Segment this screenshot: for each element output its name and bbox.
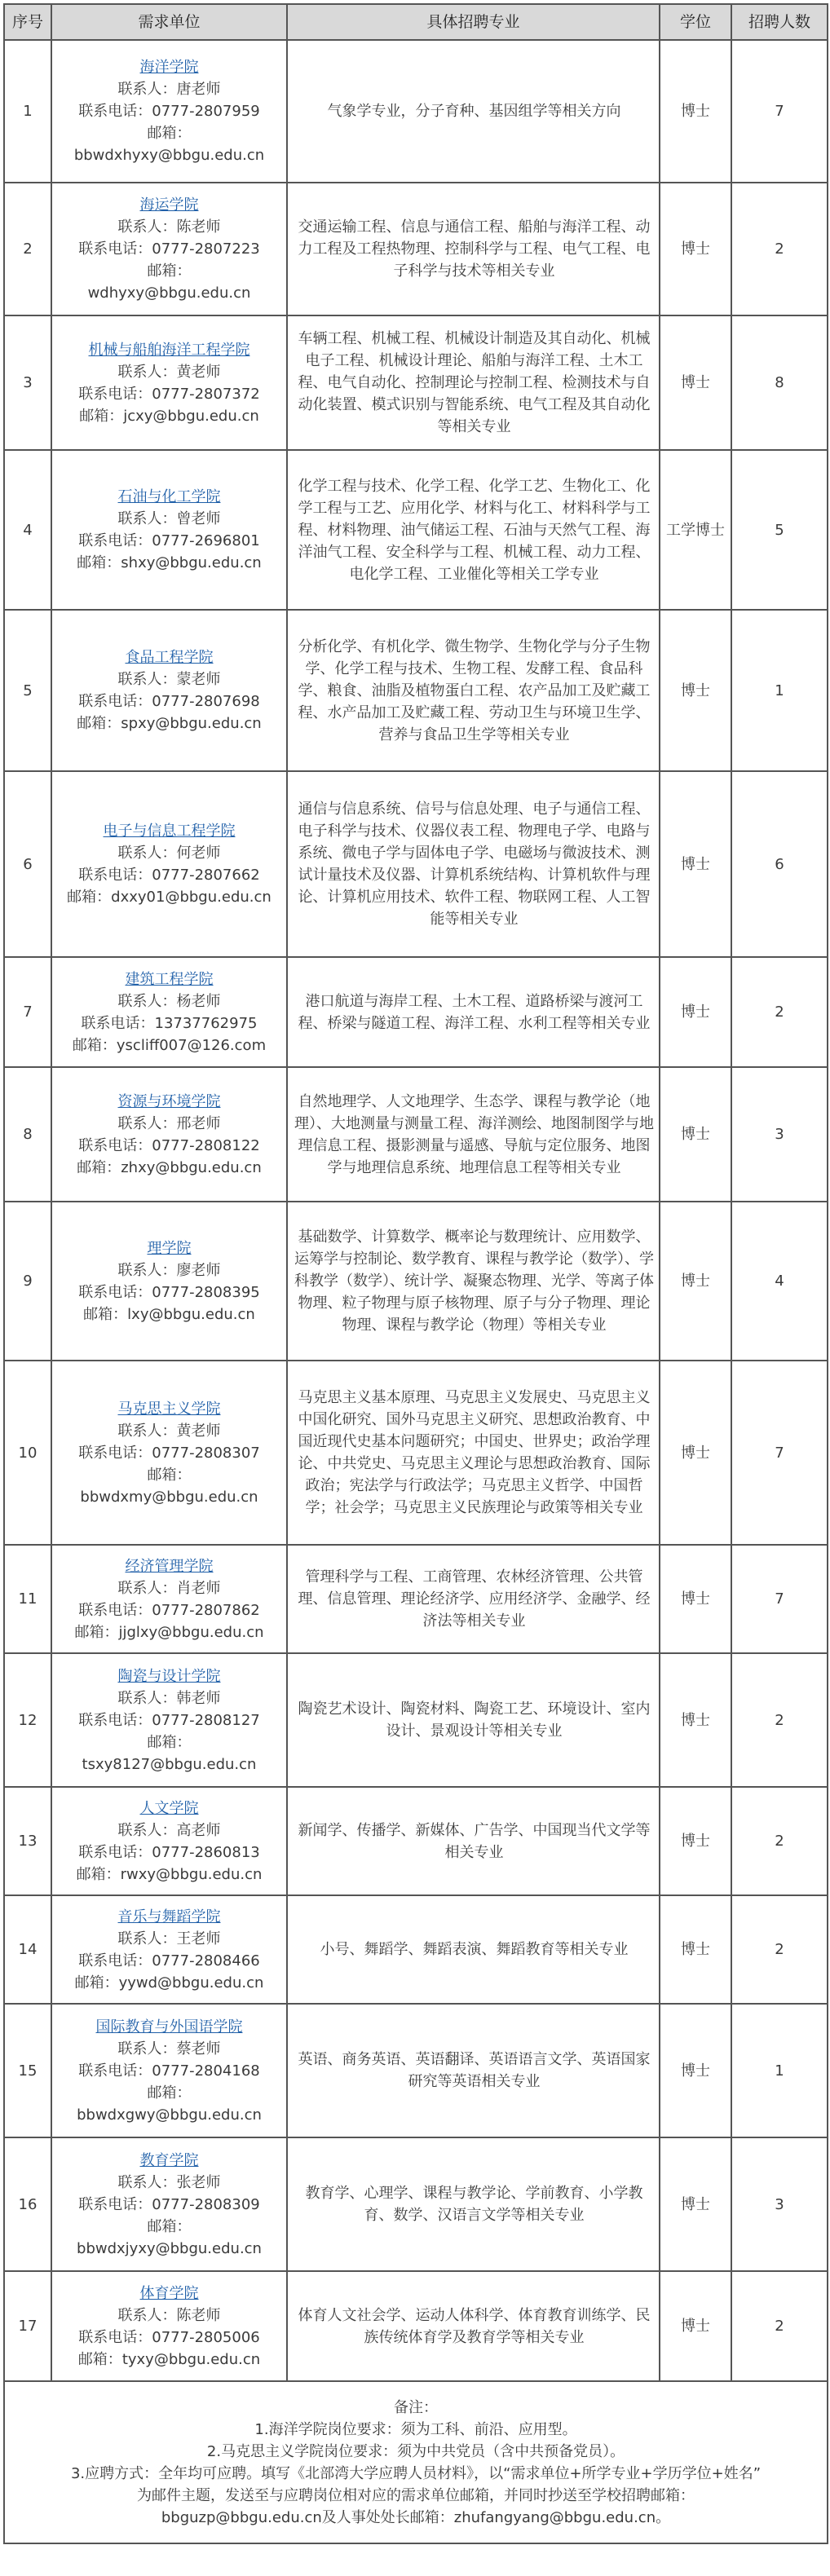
contact-label: 联系人： xyxy=(117,81,177,98)
email-line xyxy=(54,1157,285,1179)
phone-line xyxy=(54,1442,285,1464)
contact-label: 联系人： xyxy=(117,671,177,688)
phone-label: 联系电话： xyxy=(81,1014,155,1032)
contact-line xyxy=(54,2038,285,2060)
major-text: 基础数学、计算数学、概率论与数理统计、应用数学、运筹学与控制论、数学教育、课程与教学论（数学）、学科教学（数学）、统计学、凝聚态物理、光学、等离子体物理、粒子物理与原子核物理、原子与分子物理、理论物理、课程与教学论（物理）等相关专业 xyxy=(294,1228,654,1334)
count-cell: 3 xyxy=(731,2137,828,2271)
dept-name-link[interactable]: 资源与环境学院 xyxy=(117,1092,221,1110)
major-cell xyxy=(287,1653,660,1787)
contact-line xyxy=(54,1928,285,1950)
email-line xyxy=(54,712,285,734)
major-text: 通信与信息系统、信号与信息处理、电子与通信工程、电子科学与技术、仪器仪表工程、物理电子学、电路与系统、微电子学与固体电子学、电磁场与微波技术、测试计量技术及仪器、计算机系统结构、计算机软件与理论、计算机应用技术、软件工程、物联网工程、人工智能等相关专业 xyxy=(298,801,651,928)
contact-line xyxy=(54,1113,285,1135)
email-label: 邮箱： xyxy=(147,2084,192,2102)
table-row xyxy=(4,610,828,771)
count-cell: 2 xyxy=(731,183,828,315)
count-cell: 2 xyxy=(731,1653,828,1787)
major-text: 自然地理学、人文地理学、生态学、课程与教学论（地理）、大地测量与测量工程、海洋测绘、地图制图学与地理信息工程、摄影测量与遥感、导航与定位服务、地图学与地理信息系统、地理信息工程等相关专业 xyxy=(294,1092,654,1176)
table-row xyxy=(4,1202,828,1361)
degree-cell: 博士 xyxy=(660,1067,731,1202)
degree-cell: 博士 xyxy=(660,1202,731,1361)
dept-name-link[interactable]: 陶瓷与设计学院 xyxy=(117,1667,221,1685)
major-text: 小号、舞蹈学、舞蹈表演、舞蹈教育等相关专业 xyxy=(320,1941,629,1958)
dept-name-link[interactable]: 机械与船舶海洋工程学院 xyxy=(88,341,250,359)
major-text: 化学工程与技术、化学工程、化学工艺、生物化工、化学工程与工艺、应用化学、材料与化工、材料科学与工程、材料物理、油气储运工程、石油与天然气工程、海洋油气工程、安全科学与工程、机械工程、动力工程、电化学工程、工业催化等相关工学专业 xyxy=(298,477,651,583)
email-label: 邮箱： xyxy=(147,1733,192,1751)
phone-line xyxy=(54,2327,285,2349)
phone-line xyxy=(54,2060,285,2082)
row-number-cell: 17 xyxy=(4,2271,51,2381)
dept-name-link[interactable]: 音乐与舞蹈学院 xyxy=(117,1908,221,1925)
email-line xyxy=(54,886,285,908)
phone-line xyxy=(54,530,285,552)
major-cell xyxy=(287,2004,660,2137)
dept-name-link[interactable]: 国际教育与外国语学院 xyxy=(95,2018,243,2036)
phone-value: 0777-2804168 xyxy=(152,2062,260,2080)
major-cell xyxy=(287,957,660,1067)
phone-value: 0777-2807959 xyxy=(152,103,260,120)
contact-name: 黄老师 xyxy=(176,363,221,381)
phone-label: 联系电话： xyxy=(78,1283,152,1301)
phone-label: 联系电话： xyxy=(78,2062,152,2080)
table-row xyxy=(4,1653,828,1787)
count-cell: 2 xyxy=(731,957,828,1067)
major-text: 气象学专业，分子育种、基因组学等相关方向 xyxy=(327,103,621,120)
contact-label: 联系人： xyxy=(117,1821,177,1839)
count-cell: 3 xyxy=(731,1067,828,1202)
major-cell xyxy=(287,183,660,315)
contact-label: 联系人： xyxy=(117,363,177,381)
phone-value: 0777-2808127 xyxy=(152,1711,260,1729)
email-label: 邮箱： xyxy=(72,1036,117,1054)
phone-label: 联系电话： xyxy=(78,1952,152,1969)
table-row xyxy=(4,1361,828,1545)
contact-line xyxy=(54,2305,285,2327)
contact-name: 张老师 xyxy=(176,2173,221,2191)
phone-line xyxy=(54,864,285,886)
degree-cell: 博士 xyxy=(660,1895,731,2004)
note-line-5: bbguzp@bbgu.edu.cn及人事处处长邮箱：zhufangyang@bbgu.edu.cn。 xyxy=(161,2508,671,2526)
email-label: 邮箱： xyxy=(77,2350,122,2368)
phone-label: 联系电话： xyxy=(78,385,152,403)
contact-label: 联系人： xyxy=(117,845,177,862)
row-number-cell: 14 xyxy=(4,1895,51,2004)
dept-cell xyxy=(51,1545,287,1653)
email-label: 邮箱： xyxy=(147,2217,192,2235)
phone-label: 联系电话： xyxy=(78,240,152,258)
row-number-cell: 4 xyxy=(4,450,51,610)
major-cell xyxy=(287,2271,660,2381)
phone-line xyxy=(54,238,285,260)
dept-name-link[interactable]: 食品工程学院 xyxy=(125,649,214,666)
email-value: wdhyxy@bbgu.edu.cn xyxy=(87,285,251,302)
row-number-cell: 11 xyxy=(4,1545,51,1653)
row-number-cell: 5 xyxy=(4,610,51,771)
dept-name-link[interactable]: 建筑工程学院 xyxy=(125,970,214,988)
dept-name-link[interactable]: 人文学院 xyxy=(139,1799,199,1817)
contact-label: 联系人： xyxy=(117,1930,177,1947)
contact-label: 联系人： xyxy=(117,992,177,1010)
degree-cell: 博士 xyxy=(660,183,731,315)
row-number-cell: 13 xyxy=(4,1787,51,1895)
phone-line xyxy=(54,1842,285,1864)
row-number-cell: 16 xyxy=(4,2137,51,2271)
count-cell: 1 xyxy=(731,2004,828,2137)
phone-value: 13737762975 xyxy=(154,1014,258,1032)
contact-label: 联系人： xyxy=(117,1579,177,1597)
phone-value: 0777-2808309 xyxy=(152,2195,260,2213)
major-cell xyxy=(287,771,660,957)
phone-label: 联系电话： xyxy=(78,1711,152,1729)
notes-title: 备注： xyxy=(394,2398,438,2416)
contact-name: 蒙老师 xyxy=(176,671,221,688)
row-number-cell: 15 xyxy=(4,2004,51,2137)
degree-cell: 博士 xyxy=(660,315,731,450)
phone-value: 0777-2807698 xyxy=(152,693,260,710)
phone-value: 0777-2808466 xyxy=(152,1952,260,1969)
contact-line xyxy=(54,1420,285,1442)
contact-label: 联系人： xyxy=(117,510,177,527)
contact-name: 陈老师 xyxy=(176,2306,221,2324)
contact-label: 联系人： xyxy=(117,1261,177,1279)
phone-line xyxy=(54,383,285,405)
major-text: 马克思主义基本原理、马克思主义发展史、马克思主义中国化研究、国外马克思主义研究、思想政治教育、中国近现代史基本问题研究；中国史、世界史；政治学理论、中共党史、马克思主义理论与思想政治教育、国际政治；宪法学与行政法学；马克思主义哲学、中国哲学；社会学；马克思主义民族理论与政策等相关专业 xyxy=(298,1389,651,1516)
table-row xyxy=(4,40,828,183)
degree-cell: 博士 xyxy=(660,957,731,1067)
phone-value: 0777-2807862 xyxy=(152,1601,260,1619)
count-cell: 8 xyxy=(731,315,828,450)
email-label: 邮箱： xyxy=(147,1466,192,1484)
dept-name-link[interactable]: 马克思主义学院 xyxy=(117,1400,221,1418)
phone-line xyxy=(54,100,285,122)
row-number-cell: 7 xyxy=(4,957,51,1067)
degree-cell: 博士 xyxy=(660,771,731,957)
contact-line xyxy=(54,78,285,100)
table-row xyxy=(4,2004,828,2137)
dept-name-link[interactable]: 海洋学院 xyxy=(139,59,199,76)
email-line xyxy=(54,1972,285,1994)
major-text: 陶瓷艺术设计、陶瓷材料、陶瓷工艺、环境设计、室内设计、景观设计等相关专业 xyxy=(298,1700,651,1740)
email-value: bbwdxhyxy@bbgu.edu.cn xyxy=(73,147,265,164)
contact-name: 王老师 xyxy=(176,1930,221,1947)
table-row xyxy=(4,1067,828,1202)
notes-row xyxy=(4,2381,828,2543)
phone-line xyxy=(54,1709,285,1731)
header-count: 招聘人数 xyxy=(731,4,828,40)
header-major: 具体招聘专业 xyxy=(287,4,660,40)
contact-label: 联系人： xyxy=(117,218,177,236)
contact-line xyxy=(54,1820,285,1842)
contact-name: 邢老师 xyxy=(176,1114,221,1132)
contact-name: 蔡老师 xyxy=(176,2040,221,2058)
dept-cell xyxy=(51,1787,287,1895)
email-label: 邮箱： xyxy=(79,407,124,425)
phone-line xyxy=(54,1599,285,1621)
degree-cell: 博士 xyxy=(660,2004,731,2137)
major-text: 教育学、心理学、课程与教学论、学前教育、小学教育、数学、汉语言文学等相关专业 xyxy=(305,2185,643,2224)
email-label: 邮箱： xyxy=(76,1865,121,1883)
contact-line xyxy=(54,990,285,1012)
email-label: 邮箱： xyxy=(147,125,192,142)
email-label: 邮箱： xyxy=(74,1974,119,1992)
note-line-3: 3.应聘方式：全年均可应聘。填写《北部湾大学应聘人员材料》，以“需求单位+所学专业+学历学位+姓名” xyxy=(70,2464,762,2482)
contact-name: 廖老师 xyxy=(176,1261,221,1279)
phone-label: 联系电话： xyxy=(78,2328,152,2346)
dept-cell xyxy=(51,1361,287,1545)
recruitment-table xyxy=(3,3,828,2544)
row-number-cell: 9 xyxy=(4,1202,51,1361)
dept-name-link[interactable]: 教育学院 xyxy=(139,2151,199,2169)
note-line-2: 2.马克思主义学院岗位要求：须为中共党员（含中共预备党员）。 xyxy=(206,2442,625,2460)
phone-label: 联系电话： xyxy=(78,1136,152,1154)
dept-cell xyxy=(51,1067,287,1202)
table-row xyxy=(4,315,828,450)
email-line xyxy=(54,2349,285,2371)
phone-value: 0777-2696801 xyxy=(152,532,260,549)
major-text: 分析化学、有机化学、微生物学、生物化学与分子生物学、化学工程与技术、生物工程、发酵工程、食品科学、粮食、油脂及植物蛋白工程、农产品加工及贮藏工程、水产品加工及贮藏工程、劳动卫生与环境卫生学、营养与食品卫生学等相关专业 xyxy=(298,637,651,743)
count-cell: 6 xyxy=(731,771,828,957)
table-row xyxy=(4,1545,828,1653)
contact-label: 联系人： xyxy=(117,1114,177,1132)
contact-line xyxy=(54,842,285,864)
dept-cell xyxy=(51,1653,287,1787)
dept-name-link[interactable]: 体育学院 xyxy=(139,2284,199,2302)
contact-line xyxy=(54,1687,285,1709)
dept-cell xyxy=(51,2137,287,2271)
phone-label: 联系电话： xyxy=(78,2195,152,2213)
dept-name-link[interactable]: 电子与信息工程学院 xyxy=(103,823,236,840)
dept-cell xyxy=(51,183,287,315)
email-line xyxy=(54,1864,285,1886)
phone-value: 0777-2805006 xyxy=(152,2328,260,2346)
major-cell xyxy=(287,40,660,183)
contact-line xyxy=(54,668,285,690)
phone-label: 联系电话： xyxy=(78,693,152,710)
email-label: 邮箱： xyxy=(77,554,121,571)
email-value: dxxy01@bbgu.edu.cn xyxy=(111,889,272,906)
major-text: 交通运输工程、信息与通信工程、船舶与海洋工程、动力工程及工程热物理、控制科学与工程、电气工程、电子科学与技术等相关专业 xyxy=(298,218,651,280)
email-line xyxy=(54,1621,285,1643)
dept-name-link[interactable]: 石油与化工学院 xyxy=(117,488,221,505)
major-text: 新闻学、传播学、新媒体、广告学、中国现当代文学等相关专业 xyxy=(298,1821,651,1861)
count-cell: 2 xyxy=(731,1787,828,1895)
major-text: 英语、商务英语、英语翻译、英语语言文学、英语国家研究等英语相关专业 xyxy=(298,2051,651,2090)
phone-value: 0777-2808307 xyxy=(152,1444,260,1462)
email-value: shxy@bbgu.edu.cn xyxy=(121,554,262,571)
major-text: 管理科学与工程、工商管理、农林经济管理、公共管理、信息管理、理论经济学、应用经济学、金融学、经济法等相关专业 xyxy=(298,1568,651,1630)
row-number-cell: 1 xyxy=(4,40,51,183)
major-cell xyxy=(287,450,660,610)
major-text: 车辆工程、机械工程、机械设计制造及其自动化、机械电子工程、机械设计理论、船舶与海洋工程、土木工程、电气自动化、控制理论与控制工程、检测技术与自动化装置、模式识别与智能系统、电气工程及其自动化等相关专业 xyxy=(298,330,651,435)
dept-cell xyxy=(51,771,287,957)
email-value: jcxy@bbgu.edu.cn xyxy=(123,407,259,425)
degree-cell: 博士 xyxy=(660,1787,731,1895)
email-label: 邮箱： xyxy=(77,1158,121,1176)
major-cell xyxy=(287,1067,660,1202)
contact-line xyxy=(54,361,285,383)
header-dept: 需求单位 xyxy=(51,4,287,40)
dept-cell xyxy=(51,1895,287,2004)
contact-name: 韩老师 xyxy=(176,1689,221,1707)
header-no: 序号 xyxy=(4,4,51,40)
count-cell: 7 xyxy=(731,1361,828,1545)
row-number-cell: 10 xyxy=(4,1361,51,1545)
contact-name: 杨老师 xyxy=(176,992,221,1010)
phone-line xyxy=(54,1135,285,1157)
contact-label: 联系人： xyxy=(117,1422,177,1440)
dept-name-link[interactable]: 理学院 xyxy=(147,1239,192,1257)
dept-cell xyxy=(51,2004,287,2137)
table-row xyxy=(4,2137,828,2271)
contact-line xyxy=(54,1259,285,1281)
phone-value: 0777-2808122 xyxy=(152,1136,260,1154)
table-row xyxy=(4,1787,828,1895)
contact-name: 唐老师 xyxy=(176,81,221,98)
degree-cell: 博士 xyxy=(660,2271,731,2381)
contact-line xyxy=(54,1577,285,1599)
email-value: yscliff007@126.com xyxy=(116,1036,267,1054)
degree-cell: 博士 xyxy=(660,1653,731,1787)
phone-label: 联系电话： xyxy=(78,532,152,549)
count-cell: 2 xyxy=(731,1895,828,2004)
contact-name: 曾老师 xyxy=(176,510,221,527)
phone-line xyxy=(54,1281,285,1303)
contact-name: 陈老师 xyxy=(176,218,221,236)
count-cell: 1 xyxy=(731,610,828,771)
count-cell: 7 xyxy=(731,1545,828,1653)
phone-value: 0777-2860813 xyxy=(152,1843,260,1861)
dept-cell xyxy=(51,1202,287,1361)
email-value: spxy@bbgu.edu.cn xyxy=(121,715,262,732)
phone-label: 联系电话： xyxy=(78,1444,152,1462)
count-cell: 4 xyxy=(731,1202,828,1361)
dept-cell xyxy=(51,450,287,610)
major-cell xyxy=(287,1202,660,1361)
contact-line xyxy=(54,216,285,238)
email-value: bbwdxmy@bbgu.edu.cn xyxy=(80,1488,258,1506)
row-number-cell: 8 xyxy=(4,1067,51,1202)
row-number-cell: 2 xyxy=(4,183,51,315)
phone-label: 联系电话： xyxy=(78,1601,152,1619)
phone-label: 联系电话： xyxy=(78,867,152,884)
row-number-cell: 6 xyxy=(4,771,51,957)
count-cell: 5 xyxy=(731,450,828,610)
degree-cell: 博士 xyxy=(660,610,731,771)
phone-line xyxy=(54,1950,285,1972)
table-row xyxy=(4,2271,828,2381)
email-line xyxy=(54,1034,285,1056)
contact-line xyxy=(54,2172,285,2194)
email-value: tsxy8127@bbgu.edu.cn xyxy=(82,1755,257,1773)
degree-cell: 博士 xyxy=(660,40,731,183)
email-label: 邮箱： xyxy=(147,262,192,280)
contact-name: 肖老师 xyxy=(176,1579,221,1597)
row-number-cell: 12 xyxy=(4,1653,51,1787)
dept-cell xyxy=(51,2271,287,2381)
major-cell xyxy=(287,610,660,771)
email-value: bbwdxgwy@bbgu.edu.cn xyxy=(77,2106,262,2124)
email-value: bbwdxjyxy@bbgu.edu.cn xyxy=(77,2239,262,2257)
major-text: 港口航道与海岸工程、土木工程、道路桥梁与渡河工程、桥梁与隧道工程、海洋工程、水利工程等相关专业 xyxy=(298,992,651,1032)
phone-line xyxy=(54,2194,285,2216)
email-value: tyxy@bbgu.edu.cn xyxy=(121,2350,261,2368)
table-row xyxy=(4,450,828,610)
contact-name: 何老师 xyxy=(176,845,221,862)
phone-label: 联系电话： xyxy=(78,103,152,120)
contact-label: 联系人： xyxy=(117,2040,177,2058)
email-label: 邮箱： xyxy=(83,1305,128,1323)
contact-line xyxy=(54,508,285,530)
email-value: jjglxy@bbgu.edu.cn xyxy=(118,1623,264,1641)
major-cell xyxy=(287,1361,660,1545)
email-label: 邮箱： xyxy=(67,889,112,906)
email-label: 邮箱： xyxy=(77,715,121,732)
phone-line xyxy=(54,690,285,712)
contact-label: 联系人： xyxy=(117,2173,177,2191)
count-cell: 2 xyxy=(731,2271,828,2381)
email-label: 邮箱： xyxy=(74,1623,119,1641)
major-cell xyxy=(287,1787,660,1895)
degree-cell: 博士 xyxy=(660,1361,731,1545)
table-header-row xyxy=(4,4,828,40)
contact-name: 黄老师 xyxy=(176,1422,221,1440)
dept-cell xyxy=(51,40,287,183)
email-value: yywd@bbgu.edu.cn xyxy=(118,1974,264,1992)
row-number-cell: 3 xyxy=(4,315,51,450)
table-body xyxy=(4,40,828,2381)
dept-cell xyxy=(51,610,287,771)
email-line xyxy=(54,405,285,427)
table-row xyxy=(4,957,828,1067)
phone-value: 0777-2807372 xyxy=(152,385,260,403)
degree-cell: 博士 xyxy=(660,1545,731,1653)
note-line-4: 为邮件主题，发送至与应聘岗位相对应的需求单位邮箱，并同时抄送至学校招聘邮箱： xyxy=(137,2486,695,2504)
dept-cell xyxy=(51,957,287,1067)
table-row xyxy=(4,183,828,315)
degree-cell: 博士 xyxy=(660,2137,731,2271)
phone-value: 0777-2807223 xyxy=(152,240,260,258)
email-line xyxy=(54,1303,285,1325)
email-line xyxy=(54,552,285,574)
email-value: lxy@bbgu.edu.cn xyxy=(127,1305,255,1323)
dept-name-link[interactable]: 海运学院 xyxy=(139,196,199,214)
dept-cell xyxy=(51,315,287,450)
count-cell: 7 xyxy=(731,40,828,183)
major-text: 体育人文社会学、运动人体科学、体育教育训练学、民族传统体育学及教育学等相关专业 xyxy=(298,2306,651,2346)
major-cell xyxy=(287,2137,660,2271)
phone-value: 0777-2808395 xyxy=(152,1283,260,1301)
major-cell xyxy=(287,1545,660,1653)
notes-cell xyxy=(4,2381,828,2543)
dept-name-link[interactable]: 经济管理学院 xyxy=(125,1557,214,1575)
table-row xyxy=(4,771,828,957)
table-row xyxy=(4,1895,828,2004)
email-value: zhxy@bbgu.edu.cn xyxy=(121,1158,262,1176)
major-cell xyxy=(287,315,660,450)
email-value: rwxy@bbgu.edu.cn xyxy=(120,1865,263,1883)
phone-value: 0777-2807662 xyxy=(152,867,260,884)
degree-cell: 工学博士 xyxy=(660,450,731,610)
contact-label: 联系人： xyxy=(117,2306,177,2324)
contact-label: 联系人： xyxy=(117,1689,177,1707)
phone-label: 联系电话： xyxy=(78,1843,152,1861)
phone-line xyxy=(54,1012,285,1034)
note-line-1: 1.海洋学院岗位要求：须为工科、前沿、应用型。 xyxy=(254,2420,577,2438)
contact-name: 高老师 xyxy=(176,1821,221,1839)
header-degree: 学位 xyxy=(660,4,731,40)
major-cell xyxy=(287,1895,660,2004)
